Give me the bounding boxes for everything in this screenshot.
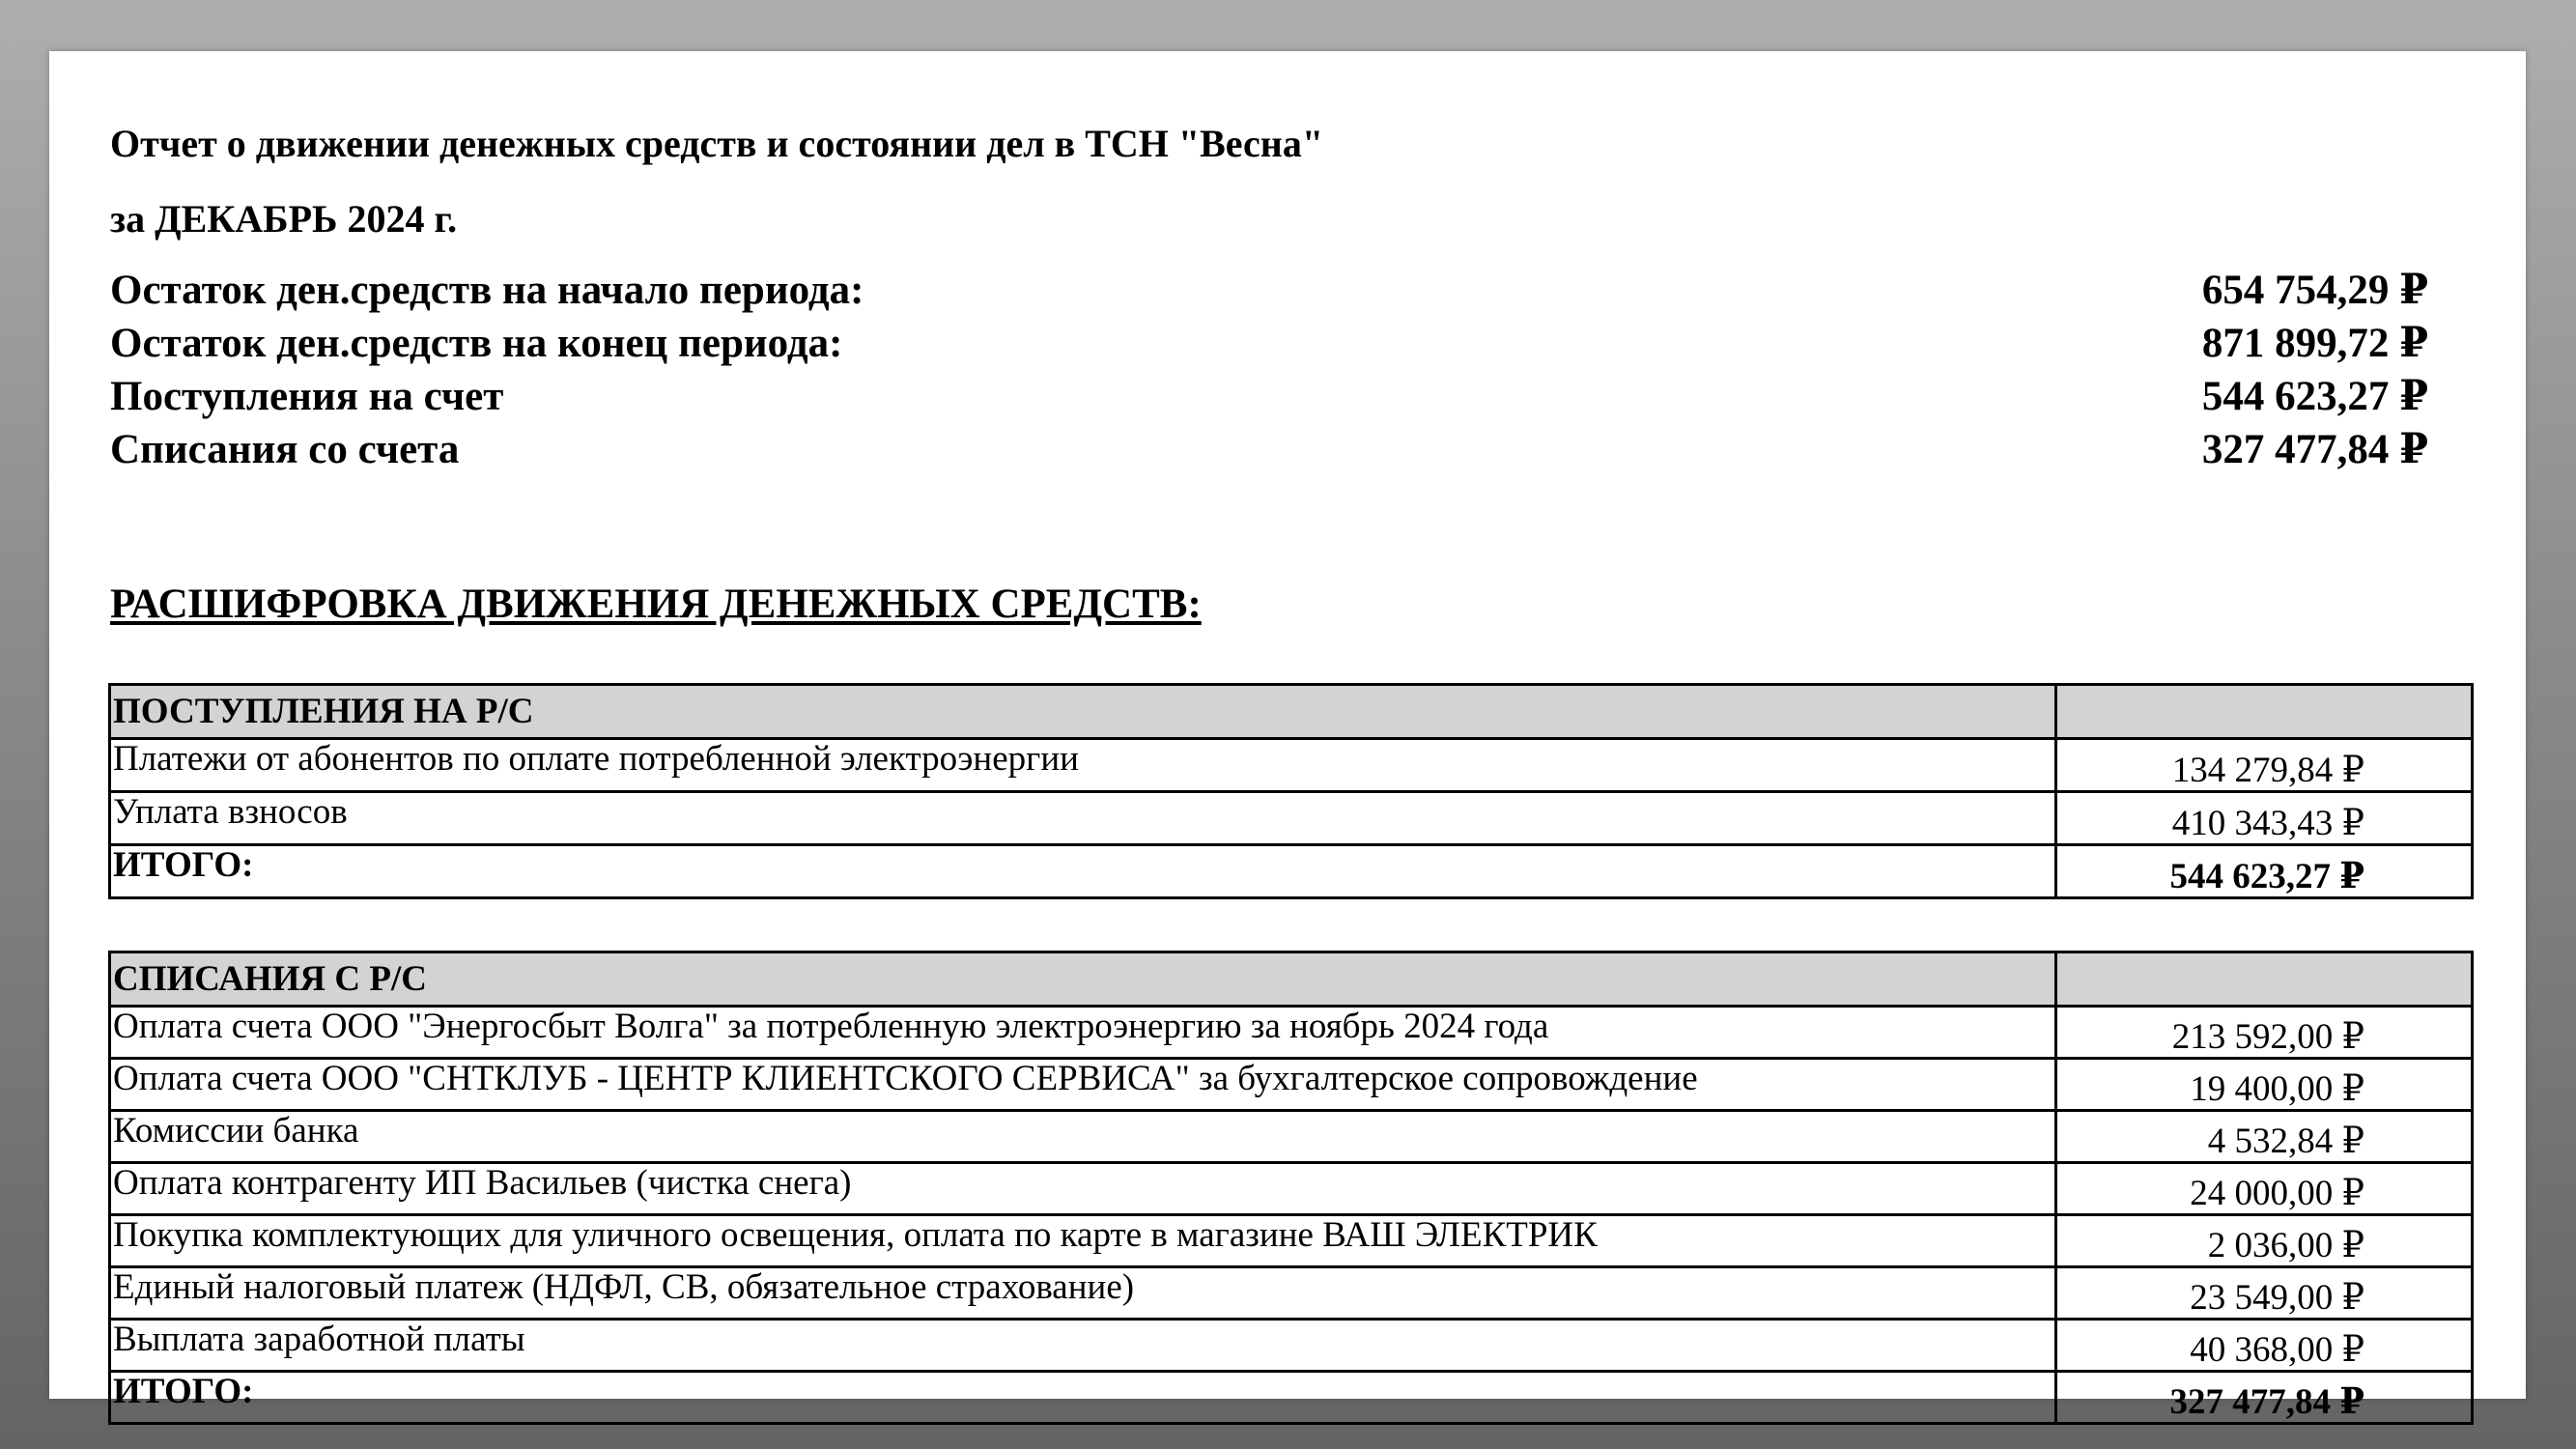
table-row bbox=[110, 1163, 2473, 1215]
summary-label: Списания со счета bbox=[110, 427, 460, 472]
summary-row-closing-balance bbox=[110, 317, 2428, 370]
income-total-row bbox=[110, 845, 2473, 898]
row-amount: 410 343,43 ₽ bbox=[2056, 792, 2473, 845]
income-table bbox=[108, 683, 2474, 899]
breakdown-title: РАСШИФРОВКА ДВИЖЕНИЯ ДЕНЕЖНЫХ СРЕДСТВ: bbox=[110, 582, 1202, 627]
summary-value: 327 477,84 ₽ bbox=[2201, 427, 2428, 472]
summary-row-opening-balance bbox=[110, 264, 2428, 317]
summary-block bbox=[110, 264, 2428, 476]
row-name: Платежи от абонентов по оплате потребленной электроэнергии bbox=[110, 739, 2056, 792]
income-header: ПОСТУПЛЕНИЯ НА Р/С bbox=[110, 685, 2056, 739]
row-amount: 213 592,00 ₽ bbox=[2056, 1007, 2473, 1059]
summary-value: 871 899,72 ₽ bbox=[2201, 321, 2428, 366]
expenses-table bbox=[108, 951, 2474, 1425]
row-amount: 2 036,00 ₽ bbox=[2056, 1215, 2473, 1267]
summary-label: Остаток ден.средств на конец периода: bbox=[110, 321, 843, 366]
expenses-header-amount bbox=[2056, 952, 2473, 1007]
expenses-header: СПИСАНИЯ С Р/С bbox=[110, 952, 2056, 1007]
expenses-header-row bbox=[110, 952, 2473, 1007]
table-row bbox=[110, 792, 2473, 845]
row-amount: 40 368,00 ₽ bbox=[2056, 1320, 2473, 1372]
income-total-label: ИТОГО: bbox=[110, 845, 2056, 898]
income-header-row bbox=[110, 685, 2473, 739]
table-row bbox=[110, 1267, 2473, 1320]
summary-value: 544 623,27 ₽ bbox=[2201, 374, 2428, 419]
table-row bbox=[110, 1111, 2473, 1163]
row-name: Комиссии банка bbox=[110, 1111, 2056, 1163]
summary-label: Остаток ден.средств на начало периода: bbox=[110, 268, 864, 313]
row-name: Выплата заработной платы bbox=[110, 1320, 2056, 1372]
table-row bbox=[110, 739, 2473, 792]
table-row bbox=[110, 1215, 2473, 1267]
summary-row-expenses bbox=[110, 423, 2428, 476]
row-amount: 134 279,84 ₽ bbox=[2056, 739, 2473, 792]
row-amount: 4 532,84 ₽ bbox=[2056, 1111, 2473, 1163]
row-name: Оплата контрагенту ИП Васильев (чистка снега) bbox=[110, 1163, 2056, 1215]
row-amount: 23 549,00 ₽ bbox=[2056, 1267, 2473, 1320]
summary-value: 654 754,29 ₽ bbox=[2201, 268, 2428, 313]
report-title: Отчет о движении денежных средств и состоянии дел в ТСН "Весна" bbox=[110, 122, 1324, 165]
table-row bbox=[110, 1059, 2473, 1111]
expenses-total-amount: 327 477,84 ₽ bbox=[2056, 1372, 2473, 1424]
income-header-amount bbox=[2056, 685, 2473, 739]
expenses-total-label: ИТОГО: bbox=[110, 1372, 2056, 1424]
summary-label: Поступления на счет bbox=[110, 374, 504, 419]
row-name: Оплата счета ООО "Энергосбыт Волга" за потребленную электроэнергию за ноябрь 2024 года bbox=[110, 1007, 2056, 1059]
row-amount: 19 400,00 ₽ bbox=[2056, 1059, 2473, 1111]
summary-row-income bbox=[110, 370, 2428, 423]
report-period: за ДЕКАБРЬ 2024 г. bbox=[110, 197, 458, 241]
row-name: Единый налоговый платеж (НДФЛ, СВ, обязательное страхование) bbox=[110, 1267, 2056, 1320]
row-amount: 24 000,00 ₽ bbox=[2056, 1163, 2473, 1215]
expenses-total-row bbox=[110, 1372, 2473, 1424]
row-name: Покупка комплектующих для уличного освещения, оплата по карте в магазине ВАШ ЭЛЕКТРИК bbox=[110, 1215, 2056, 1267]
income-total-amount: 544 623,27 ₽ bbox=[2056, 845, 2473, 898]
table-row bbox=[110, 1320, 2473, 1372]
report-sheet bbox=[49, 51, 2526, 1422]
row-name: Оплата счета ООО "СНТКЛУБ - ЦЕНТР КЛИЕНТСКОГО СЕРВИСА" за бухгалтерское сопровождение bbox=[110, 1059, 2056, 1111]
table-row bbox=[110, 1007, 2473, 1059]
row-name: Уплата взносов bbox=[110, 792, 2056, 845]
